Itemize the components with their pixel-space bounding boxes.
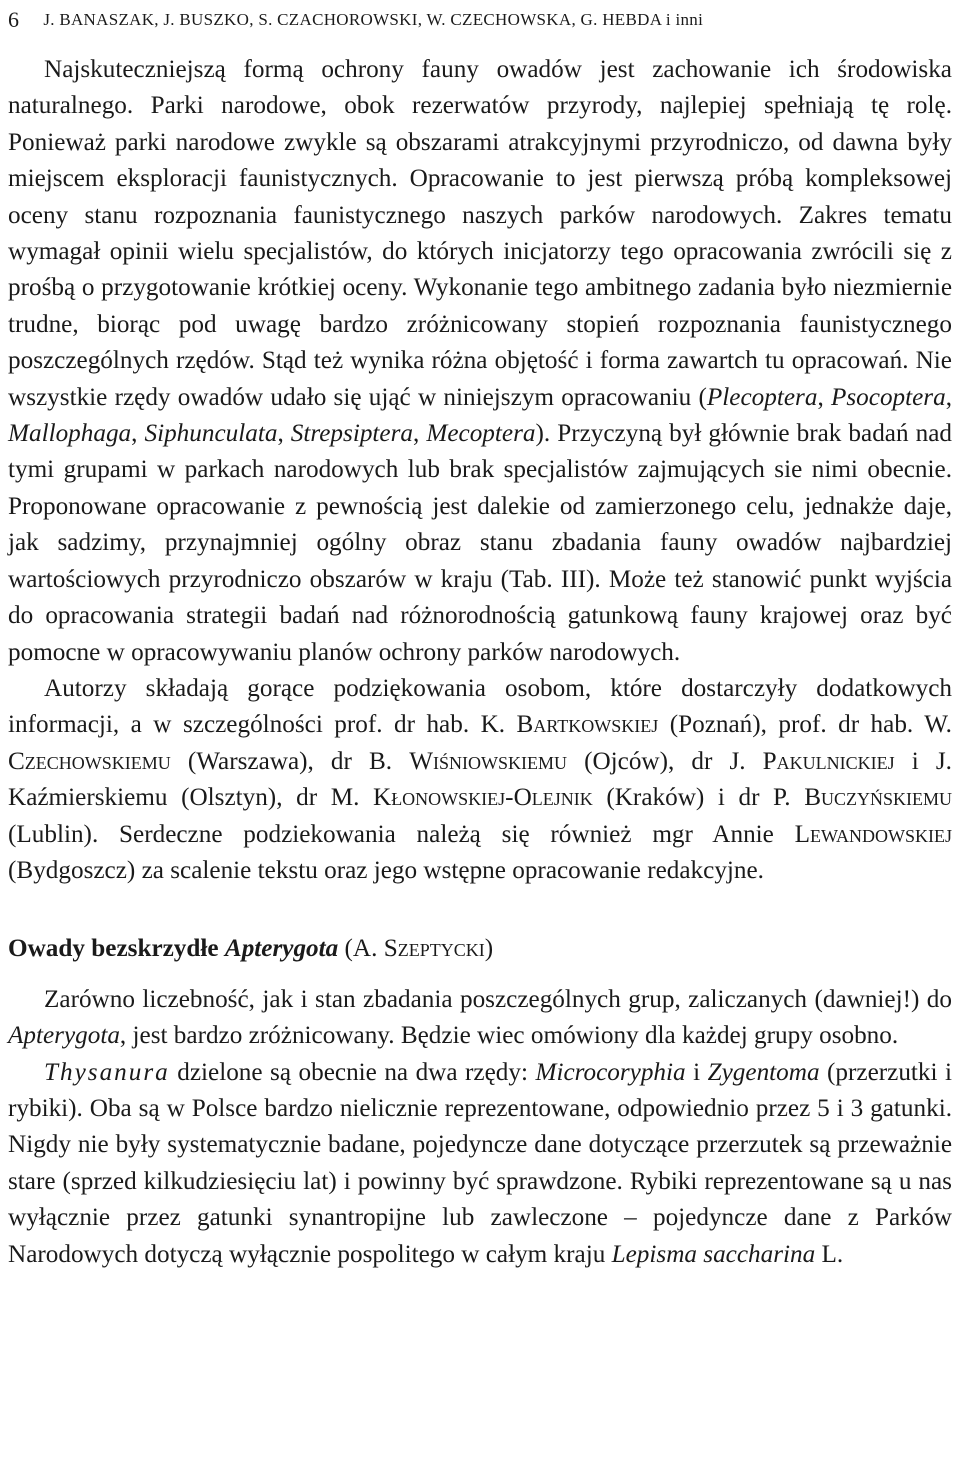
person-name: Lewandowskiej: [794, 820, 952, 848]
section-heading: [8, 931, 952, 967]
text-run: , jest bardzo zróżnicowany. Będzie wiec omówiony dla każdej grupy osobno.: [119, 1022, 899, 1050]
taxon-name: Apterygota: [8, 1022, 120, 1050]
taxon-name-spaced: Thysanura: [44, 1058, 170, 1086]
taxon-name: Mallophaga: [8, 420, 132, 448]
text-run: (Poznań), prof. dr hab. W.: [658, 711, 952, 739]
person-name: Kłonowskiej-Olejnik: [373, 784, 593, 812]
text-run: (A.: [338, 935, 384, 963]
section-heading-bold: Owady bezskrzydłe: [8, 935, 225, 963]
paragraph-acknowledgements: [8, 671, 952, 889]
paragraph-apterygota: [8, 982, 952, 1055]
taxon-name: Strepsiptera: [290, 420, 413, 448]
paragraph-thysanura: [8, 1055, 952, 1273]
text-run: (Warszawa), dr B.: [170, 747, 410, 775]
text-run: Najskuteczniejszą formą ochrony fauny owadów jest zachowanie ich środowiska naturalnego. Parki narodowe, obok rezerwatów przyrody, najlepiej spełniają tę rolę. Ponieważ parki narodowe zwykle są obszarami atrakcyjnymi przyrodniczo, od dawna były miejscem eksploracji faunistycznych. Opracowanie to jest pierwszą próbą kompleksowej oceny stanu rozpoznania faunistycznego naszych parków narodowych. Zakres tematu wymagał opinii wielu specjalistów, do których inicjatorzy tego opracowania zwrócili się z prośbą o przygotowanie krótkiej oceny. Wykonanie tego ambitnego zadania było niezmiernie trudne, biorąc pod uwagę bardzo zróżnicowany stopień rozpoznania faunistycznego poszczególnych rzędów. Stąd też wynika różna objętość i forma zawartch tu opracowań. Nie wszystkie rzędy owadów udało się ująć w niniejszym opracowaniu (: [8, 56, 952, 411]
text-run: (Lublin). Serdeczne podziekowania należą się również mgr Annie: [8, 820, 795, 848]
paragraph-introduction: [8, 52, 952, 671]
text-run: ,: [413, 420, 427, 448]
text-run: (przerzutki i rybiki). Oba są w Polsce bardzo nielicznie reprezentowane, odpowiednio przez 5 i 3 gatunki. Nigdy nie były systematycznie badane, pojedyncze dane dotyczące przerzutek są przeważnie stare (sprzed kilkudziesięciu lat) i powinny być sprawdzone. Rybiki reprezentowane są u nas wyłącznie przez gatunki synantropijne lub zawleczone – pojedyncze dane z Parków Narodowych dotyczą wyłącznie pospolitego w całym kraju: [8, 1058, 952, 1268]
text-run: Zarówno liczebność, jak i stan zbadania poszczególnych grup, zaliczanych (dawniej!) do: [44, 985, 952, 1013]
person-name: Buczyńskiemu: [804, 784, 952, 812]
taxon-name: Lepisma saccharina: [611, 1240, 816, 1268]
text-run: (Bydgoszcz) za scalenie tekstu oraz jego wstępne opracowanie redakcyjne.: [8, 856, 764, 884]
document-page: [8, 0, 952, 1273]
person-name: Bartkowskiej: [516, 711, 659, 739]
text-run: (Kraków) i dr P.: [592, 784, 805, 812]
text-run: Autorzy składają gorące podziękowania osobom, które dostarczyły dodatkowych informacji, a w szczególności prof. dr hab. K.: [8, 674, 952, 739]
taxon-name: Siphunculata: [144, 420, 278, 448]
text-run: i: [685, 1058, 708, 1086]
text-run: i J. Kaźmierskiemu (Olsztyn), dr M.: [8, 747, 952, 812]
text-run: L.: [815, 1240, 844, 1268]
person-name: Pakulnickiej: [762, 747, 895, 775]
taxon-name: Psocoptera: [830, 383, 946, 411]
person-name: Wiśniowskiemu: [409, 747, 567, 775]
text-run: ): [484, 935, 494, 963]
text-run: ,: [131, 420, 145, 448]
taxon-name: Zygentoma: [707, 1058, 820, 1086]
text-run: ,: [945, 383, 953, 411]
text-run: dzielone są obecnie na dwa rzędy:: [169, 1058, 536, 1086]
taxon-name: Plecoptera: [706, 383, 818, 411]
text-run: ,: [277, 420, 291, 448]
taxon-name: Mecoptera: [426, 420, 536, 448]
section-author: Szeptycki: [383, 935, 485, 963]
running-header-authors: J. BANASZAK, J. BUSZKO, S. CZACHOROWSKI, W. CZECHOWSKA, G. HEBDA i inni: [43, 10, 704, 29]
text-run: (Ojców), dr J.: [566, 747, 763, 775]
text-run: ,: [817, 383, 831, 411]
running-header: [8, 0, 952, 40]
person-name: Czechowskiemu: [8, 747, 171, 775]
taxon-name: Microcoryphia: [535, 1058, 686, 1086]
text-run: ). Przyczyną był głównie brak badań nad tymi grupami w parkach narodowych lub brak specjalistów zajmujących sie nimi obecnie. Proponowane opracowanie z pewnością jest dalekie od zamierzonego celu, jednakże daje, jak sadzimy, przynajmniej ogólny obraz stanu zbadania fauny owadów najbardziej wartościowych przyrodniczo obszarów w kraju (Tab. III). Może też stanowić punkt wyjścia do opracowania strategii badań nad różnorodnością gatunkową fauny krajowej oraz być pomocne w opracowywaniu planów ochrony parków narodowych.: [8, 420, 952, 666]
section-heading-taxon: Apterygota: [224, 935, 339, 963]
page-number: 6: [8, 7, 20, 32]
